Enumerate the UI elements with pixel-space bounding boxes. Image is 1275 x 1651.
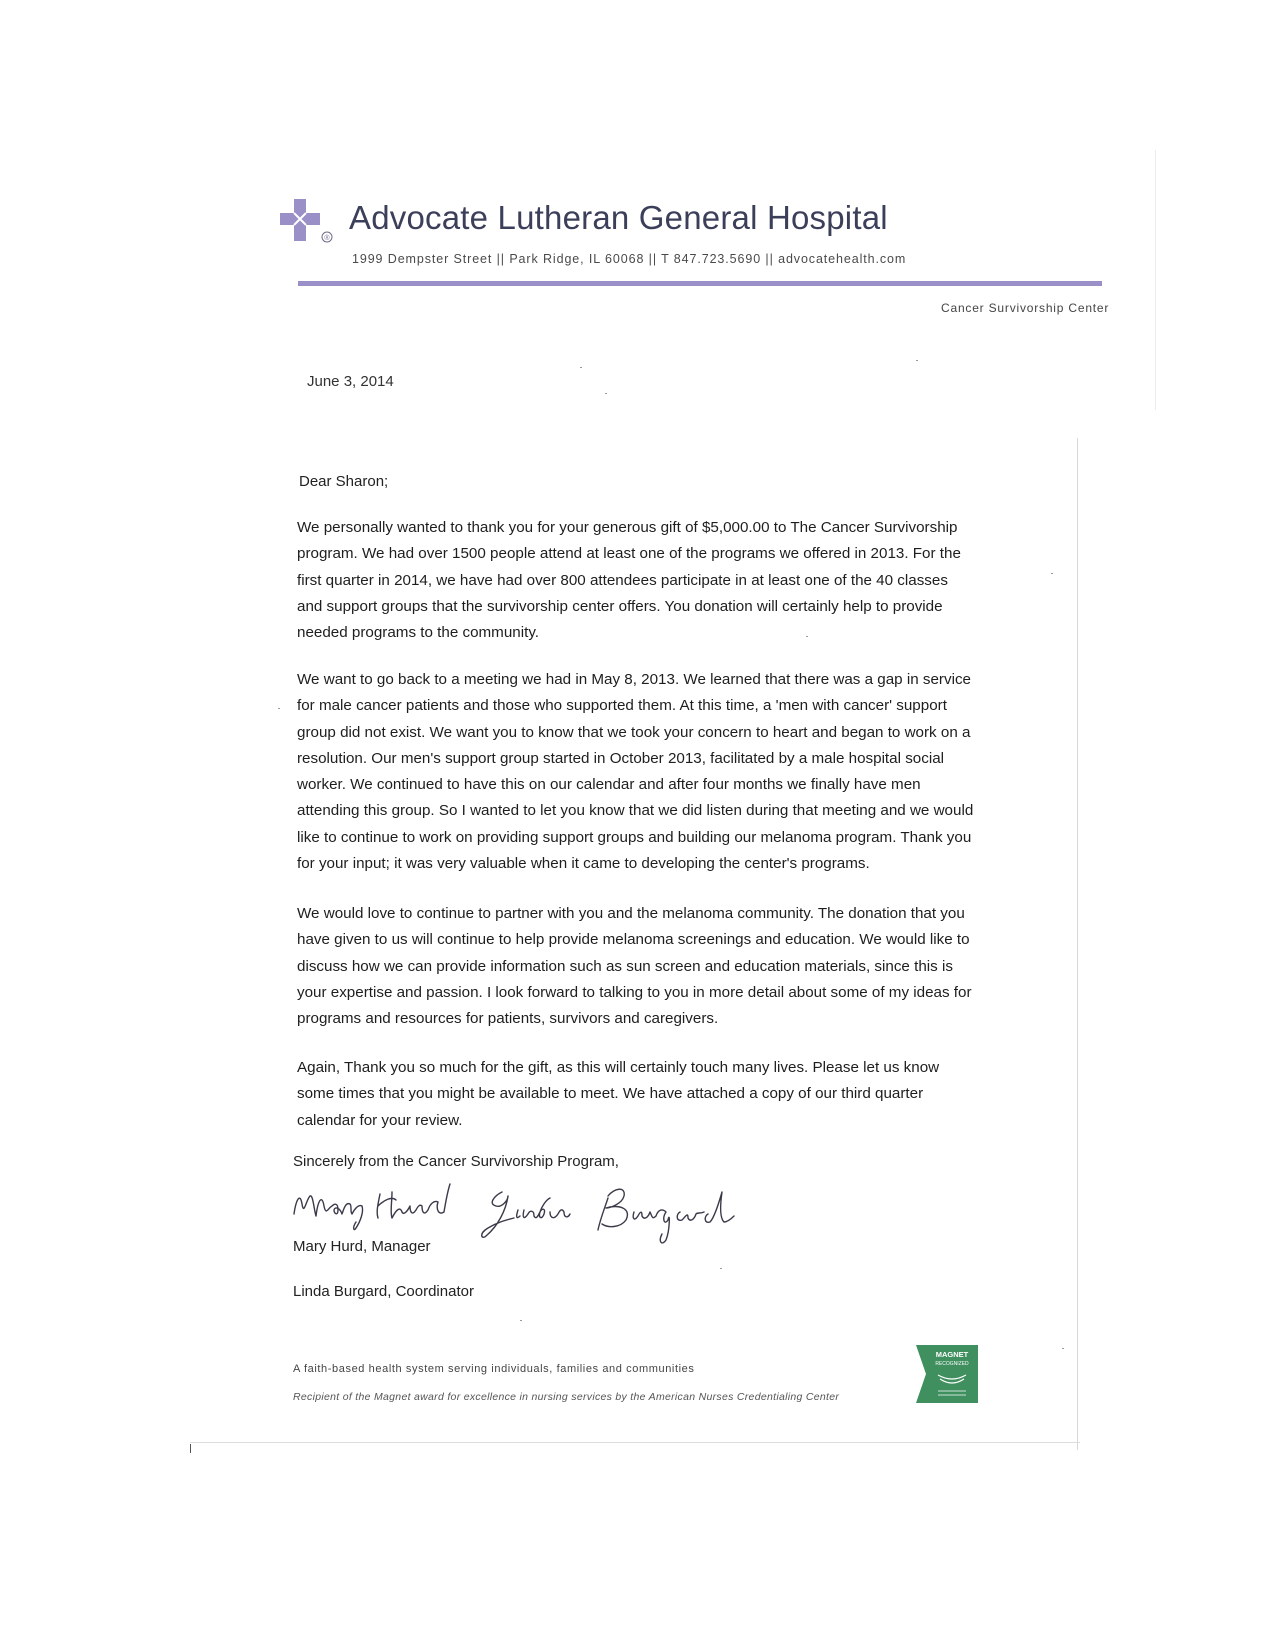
scan-speck [605,393,607,394]
body-paragraph: We personally wanted to thank you for your generous gift of $5,000.00 to The Cancer Survivorship program. We had over 1500 people attend at least one of the programs we offered in 2013. For the first quarter in 2014, we have had over 800 attendees participate in at least one of the 40 classes and support groups that the survivorship center offers. You donation will certainly help to provide needed programs to the community. [297,519,961,642]
badge-line-1: MAGNET [935,1350,969,1359]
signer-name: Mary Hurd, Manager [293,1238,431,1255]
scan-speck [580,367,582,368]
scan-edge [1155,150,1156,410]
scan-speck [1062,1348,1064,1349]
scan-speck [278,708,280,709]
body-paragraph: We want to go back to a meeting we had in May 8, 2013. We learned that there was a gap in service for male cancer patients and those who supported them. At this time, a 'men with cancer' support group did not exist. We want you to know that we took your concern to heart and began to work on a resolution. Our men's support group started in October 2013, facilitated by a male hospital social worker. We continued to have this on our calendar and after four months we finally have men attending this group. So I wanted to let you know that we did listen during that meeting and we would like to continue to work on providing support groups and building our melanoma program. Thank you for your input; it was very valuable when it came to developing the center's programs. [297,671,974,873]
closing-line: Sincerely from the Cancer Survivorship Program, [293,1153,619,1170]
body-paragraph: Again, Thank you so much for the gift, as this will certainly touch many lives. Please let us know some times that you might be available to meet. We have attached a copy of our third quarter calendar for your review. [297,1059,940,1129]
signature-linda-burgard [482,1192,570,1237]
footer-magnet-note: Recipient of the Magnet award for excellence in nursing services by the American Nurses Credentialing Center [293,1391,840,1403]
badge-line-2: RECOGNIZED [935,1361,969,1367]
signer-name: Linda Burgard, Coordinator [293,1283,474,1300]
scan-speck [1051,573,1053,574]
letterhead-rule [298,281,1102,286]
body-paragraph: We would love to continue to partner with you and the melanoma community. The donation that you have given to us will continue to help provide melanoma screenings and education. We would like to discuss how we can provide information such as sun screen and education materials, since this is your expertise and passion. I look forward to talking to you in more detail about some of my ideas for programs and resources for patients, survivors and caregivers. [297,905,972,1028]
scan-edge [1077,438,1078,1450]
scan-speck [916,360,918,361]
footer-tagline: A faith-based health system serving individuals, families and communities [293,1363,695,1375]
scan-edge [190,1442,1080,1443]
scan-mark [190,1444,191,1453]
letterhead-address: 1999 Dempster Street || Park Ridge, IL 60068 || T 847.723.5690 || advocatehealth.com [352,252,907,266]
scan-speck [720,1268,722,1269]
letter-date: June 3, 2014 [307,373,394,390]
department-name: Cancer Survivorship Center [941,301,1110,315]
scan-speck [806,636,808,637]
magnet-badge-icon [916,1345,978,1403]
signature-mary-hurd [294,1196,363,1230]
scan-speck [520,1320,522,1321]
cross-logo-icon [280,199,340,249]
salutation: Dear Sharon; [299,473,389,490]
organization-name: Advocate Lutheran General Hospital [349,199,888,236]
registered-mark: ® [324,235,330,242]
